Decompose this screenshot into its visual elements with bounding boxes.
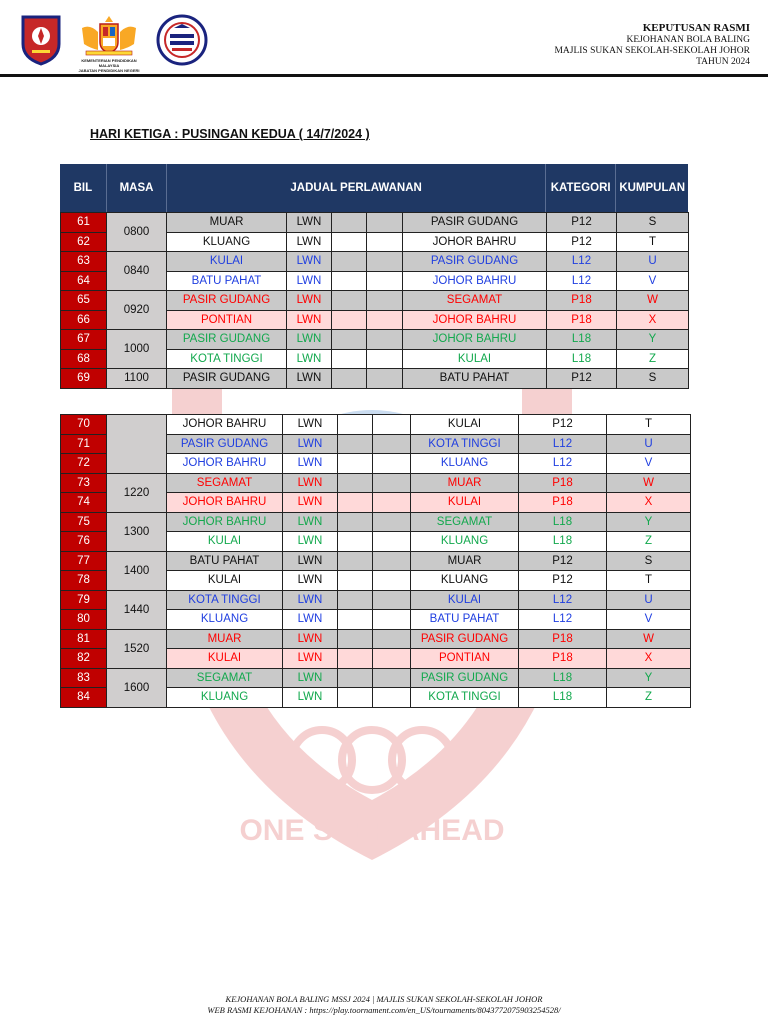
table-row bbox=[61, 330, 689, 350]
header-official-results: KEPUTUSAN RASMI bbox=[642, 22, 750, 34]
schedule-table-2 bbox=[60, 414, 690, 708]
home-team: KLUANG bbox=[167, 688, 283, 708]
home-team: PASIR GUDANG bbox=[167, 434, 283, 454]
spacer-cell bbox=[332, 349, 367, 369]
table-row bbox=[61, 551, 691, 571]
away-team: JOHOR BAHRU bbox=[403, 232, 547, 252]
schedule-table-1 bbox=[60, 164, 688, 389]
away-team: KOTA TINGGI bbox=[411, 688, 519, 708]
table-row bbox=[61, 252, 689, 272]
spacer-cell bbox=[338, 415, 373, 435]
home-team: KLUANG bbox=[167, 232, 287, 252]
category: L18 bbox=[519, 668, 607, 688]
spacer-cell bbox=[367, 310, 403, 330]
spacer-cell bbox=[373, 668, 411, 688]
group: X bbox=[607, 493, 691, 513]
category: P12 bbox=[519, 551, 607, 571]
away-team: KULAI bbox=[403, 349, 547, 369]
group: S bbox=[607, 551, 691, 571]
group: T bbox=[607, 415, 691, 435]
away-team: JOHOR BAHRU bbox=[403, 271, 547, 291]
home-team: KLUANG bbox=[167, 610, 283, 630]
home-team: PASIR GUDANG bbox=[167, 330, 287, 350]
home-team: BATU PAHAT bbox=[167, 551, 283, 571]
category: L18 bbox=[547, 330, 617, 350]
spacer-cell bbox=[373, 610, 411, 630]
header-championship: KEJOHANAN BOLA BALING bbox=[626, 35, 750, 45]
away-team: JOHOR BAHRU bbox=[403, 310, 547, 330]
table-header-row bbox=[60, 164, 688, 212]
table-row bbox=[61, 590, 691, 610]
match-time: 1520 bbox=[107, 629, 167, 668]
table-row bbox=[61, 369, 689, 389]
versus-label: LWN bbox=[287, 310, 332, 330]
away-team: KULAI bbox=[411, 493, 519, 513]
home-team: PASIR GUDANG bbox=[167, 291, 287, 311]
match-time: 0800 bbox=[107, 213, 167, 252]
category: L18 bbox=[519, 688, 607, 708]
col-masa-header: MASA bbox=[107, 164, 168, 212]
match-number: 63 bbox=[61, 252, 107, 272]
spacer-cell bbox=[373, 415, 411, 435]
versus-label: LWN bbox=[283, 551, 338, 571]
away-team: KLUANG bbox=[411, 571, 519, 591]
home-team: KULAI bbox=[167, 252, 287, 272]
spacer-cell bbox=[373, 532, 411, 552]
header-divider bbox=[0, 74, 768, 77]
crest-caption-1: KEMENTERIAN PENDIDIKAN MALAYSIA bbox=[81, 58, 137, 68]
versus-label: LWN bbox=[287, 369, 332, 389]
category: P18 bbox=[519, 649, 607, 669]
away-team: PASIR GUDANG bbox=[411, 629, 519, 649]
col-jadual-header: JADUAL PERLAWANAN bbox=[167, 164, 546, 212]
home-team: JOHOR BAHRU bbox=[167, 415, 283, 435]
away-team: JOHOR BAHRU bbox=[403, 330, 547, 350]
col-kumpulan-header: KUMPULAN bbox=[619, 182, 686, 194]
versus-label: LWN bbox=[283, 493, 338, 513]
match-number: 77 bbox=[61, 551, 107, 571]
match-number: 64 bbox=[61, 271, 107, 291]
category: L12 bbox=[519, 454, 607, 474]
spacer-cell bbox=[373, 551, 411, 571]
spacer-cell bbox=[338, 571, 373, 591]
spacer-cell bbox=[338, 668, 373, 688]
table-row bbox=[61, 213, 689, 233]
match-number: 80 bbox=[61, 610, 107, 630]
versus-label: LWN bbox=[287, 349, 332, 369]
match-number: 70 bbox=[61, 415, 107, 435]
away-team: PONTIAN bbox=[411, 649, 519, 669]
home-team: KULAI bbox=[167, 649, 283, 669]
away-team: PASIR GUDANG bbox=[403, 213, 547, 233]
away-team: SEGAMAT bbox=[411, 512, 519, 532]
home-team: PONTIAN bbox=[167, 310, 287, 330]
group: V bbox=[607, 454, 691, 474]
category: P12 bbox=[519, 571, 607, 591]
match-number: 73 bbox=[61, 473, 107, 493]
match-number: 67 bbox=[61, 330, 107, 350]
versus-label: LWN bbox=[283, 668, 338, 688]
category: P18 bbox=[519, 629, 607, 649]
category: L12 bbox=[547, 271, 617, 291]
category: L12 bbox=[547, 252, 617, 272]
match-number: 78 bbox=[61, 571, 107, 591]
crest-caption-2: JABATAN PENDIDIKAN NEGERI bbox=[78, 68, 140, 73]
home-team: JOHOR BAHRU bbox=[167, 493, 283, 513]
away-team: PASIR GUDANG bbox=[411, 668, 519, 688]
match-number: 83 bbox=[61, 668, 107, 688]
versus-label: LWN bbox=[283, 434, 338, 454]
header-council: MAJLIS SUKAN SEKOLAH-SEKOLAH JOHOR bbox=[554, 46, 750, 56]
ministry-crest-logo bbox=[72, 14, 146, 73]
category: L18 bbox=[519, 532, 607, 552]
match-time: 1100 bbox=[107, 369, 167, 389]
category: P12 bbox=[547, 232, 617, 252]
away-team: BATU PAHAT bbox=[411, 610, 519, 630]
mssj-shield-logo-icon bbox=[20, 14, 62, 66]
header-year: TAHUN 2024 bbox=[696, 57, 750, 67]
group: T bbox=[607, 571, 691, 591]
versus-label: LWN bbox=[283, 512, 338, 532]
coat-of-arms-icon bbox=[72, 14, 146, 56]
schedule-table-1-body bbox=[60, 212, 689, 389]
group: Z bbox=[617, 349, 689, 369]
spacer-cell bbox=[373, 434, 411, 454]
group: Z bbox=[607, 688, 691, 708]
spacer-cell bbox=[338, 688, 373, 708]
category: L12 bbox=[519, 590, 607, 610]
spacer-cell bbox=[373, 493, 411, 513]
logo-group bbox=[20, 14, 208, 73]
match-number: 71 bbox=[61, 434, 107, 454]
away-team: BATU PAHAT bbox=[403, 369, 547, 389]
group: S bbox=[617, 369, 689, 389]
group: W bbox=[607, 473, 691, 493]
away-team: KULAI bbox=[411, 415, 519, 435]
group: X bbox=[607, 649, 691, 669]
group: U bbox=[607, 590, 691, 610]
match-number: 74 bbox=[61, 493, 107, 513]
spacer-cell bbox=[367, 232, 403, 252]
away-team: SEGAMAT bbox=[403, 291, 547, 311]
johor-education-round-logo-icon bbox=[156, 14, 208, 66]
home-team: SEGAMAT bbox=[167, 473, 283, 493]
match-number: 65 bbox=[61, 291, 107, 311]
category: P18 bbox=[519, 473, 607, 493]
document-header bbox=[0, 0, 768, 78]
table-row bbox=[61, 512, 691, 532]
spacer-cell bbox=[332, 271, 367, 291]
footer-line-1: KEJOHANAN BOLA BALING MSSJ 2024 | MAJLIS SUKAN SEKOLAH-SEKOLAH JOHOR bbox=[225, 994, 543, 1004]
versus-label: LWN bbox=[287, 213, 332, 233]
home-team: MUAR bbox=[167, 629, 283, 649]
versus-label: LWN bbox=[283, 571, 338, 591]
spacer-cell bbox=[338, 473, 373, 493]
match-number: 66 bbox=[61, 310, 107, 330]
away-team: KLUANG bbox=[411, 532, 519, 552]
match-time: 1440 bbox=[107, 590, 167, 629]
away-team: KULAI bbox=[411, 590, 519, 610]
spacer-cell bbox=[338, 532, 373, 552]
versus-label: LWN bbox=[287, 291, 332, 311]
home-team: KOTA TINGGI bbox=[167, 590, 283, 610]
match-time: 1000 bbox=[107, 330, 167, 369]
table-row bbox=[61, 415, 691, 435]
home-team: KULAI bbox=[167, 571, 283, 591]
match-number: 69 bbox=[61, 369, 107, 389]
spacer-cell bbox=[373, 590, 411, 610]
category: L18 bbox=[519, 512, 607, 532]
home-team: PASIR GUDANG bbox=[167, 369, 287, 389]
away-team: MUAR bbox=[411, 473, 519, 493]
col-kategori-header: KATEGORI bbox=[546, 164, 617, 212]
home-team: JOHOR BAHRU bbox=[167, 512, 283, 532]
match-number: 79 bbox=[61, 590, 107, 610]
match-time: 0840 bbox=[107, 252, 167, 291]
home-team: KULAI bbox=[167, 532, 283, 552]
home-team: BATU PAHAT bbox=[167, 271, 287, 291]
away-team: PASIR GUDANG bbox=[403, 252, 547, 272]
header-text-block bbox=[554, 22, 750, 68]
match-number: 76 bbox=[61, 532, 107, 552]
spacer-cell bbox=[373, 571, 411, 591]
versus-label: LWN bbox=[283, 629, 338, 649]
versus-label: LWN bbox=[283, 649, 338, 669]
home-team: KOTA TINGGI bbox=[167, 349, 287, 369]
away-team: KLUANG bbox=[411, 454, 519, 474]
match-number: 68 bbox=[61, 349, 107, 369]
versus-label: LWN bbox=[287, 232, 332, 252]
group: W bbox=[607, 629, 691, 649]
category: P12 bbox=[547, 369, 617, 389]
group: Y bbox=[607, 512, 691, 532]
spacer-cell bbox=[338, 629, 373, 649]
versus-label: LWN bbox=[283, 473, 338, 493]
group: W bbox=[617, 291, 689, 311]
spacer-cell bbox=[338, 551, 373, 571]
spacer-cell bbox=[338, 512, 373, 532]
versus-label: LWN bbox=[287, 252, 332, 272]
category: L12 bbox=[519, 434, 607, 454]
group: Y bbox=[607, 668, 691, 688]
spacer-cell bbox=[338, 649, 373, 669]
versus-label: LWN bbox=[283, 688, 338, 708]
match-time: 1400 bbox=[107, 551, 167, 590]
footer-url: WEB RASMI KEJOHANAN : https://play.toornament.com/en_US/tournaments/8043772075903254528/ bbox=[207, 1005, 561, 1015]
spacer-cell bbox=[332, 213, 367, 233]
away-team: MUAR bbox=[411, 551, 519, 571]
spacer-cell bbox=[367, 369, 403, 389]
spacer-cell bbox=[367, 349, 403, 369]
spacer-cell bbox=[338, 434, 373, 454]
spacer-cell bbox=[338, 493, 373, 513]
home-team: JOHOR BAHRU bbox=[167, 454, 283, 474]
spacer-cell bbox=[367, 291, 403, 311]
spacer-cell bbox=[332, 369, 367, 389]
group: V bbox=[617, 271, 689, 291]
spacer-cell bbox=[373, 629, 411, 649]
match-number: 62 bbox=[61, 232, 107, 252]
category: L12 bbox=[519, 610, 607, 630]
spacer-cell bbox=[332, 310, 367, 330]
table-row bbox=[61, 668, 691, 688]
versus-label: LWN bbox=[283, 590, 338, 610]
spacer-cell bbox=[332, 252, 367, 272]
spacer-cell bbox=[367, 252, 403, 272]
match-number: 61 bbox=[61, 213, 107, 233]
spacer-cell bbox=[338, 454, 373, 474]
versus-label: LWN bbox=[283, 532, 338, 552]
spacer-cell bbox=[373, 454, 411, 474]
match-number: 84 bbox=[61, 688, 107, 708]
match-time: 1220 bbox=[107, 473, 167, 512]
table-row bbox=[61, 473, 691, 493]
match-number: 75 bbox=[61, 512, 107, 532]
category: P12 bbox=[519, 415, 607, 435]
spacer-cell bbox=[338, 610, 373, 630]
spacer-cell bbox=[332, 330, 367, 350]
group: X bbox=[617, 310, 689, 330]
group: Z bbox=[607, 532, 691, 552]
watermark-tagline: ONE STEP AHEAD bbox=[239, 814, 505, 847]
col-bil-header: BIL bbox=[60, 164, 107, 212]
document-footer bbox=[0, 994, 768, 1016]
group: Y bbox=[617, 330, 689, 350]
match-time: 1600 bbox=[107, 668, 167, 707]
category: P12 bbox=[547, 213, 617, 233]
category: L18 bbox=[547, 349, 617, 369]
match-number: 82 bbox=[61, 649, 107, 669]
versus-label: LWN bbox=[283, 415, 338, 435]
group: U bbox=[617, 252, 689, 272]
away-team: KOTA TINGGI bbox=[411, 434, 519, 454]
versus-label: LWN bbox=[287, 271, 332, 291]
spacer-cell bbox=[373, 512, 411, 532]
versus-label: LWN bbox=[283, 610, 338, 630]
versus-label: LWN bbox=[283, 454, 338, 474]
spacer-cell bbox=[373, 473, 411, 493]
home-team: MUAR bbox=[167, 213, 287, 233]
match-number: 81 bbox=[61, 629, 107, 649]
spacer-cell bbox=[367, 213, 403, 233]
spacer-cell bbox=[373, 649, 411, 669]
home-team: SEGAMAT bbox=[167, 668, 283, 688]
group: S bbox=[617, 213, 689, 233]
versus-label: LWN bbox=[287, 330, 332, 350]
table-row bbox=[61, 291, 689, 311]
group: T bbox=[617, 232, 689, 252]
category: P18 bbox=[547, 310, 617, 330]
spacer-cell bbox=[367, 330, 403, 350]
spacer-cell bbox=[332, 291, 367, 311]
match-time bbox=[107, 415, 167, 474]
category: P18 bbox=[519, 493, 607, 513]
group: U bbox=[607, 434, 691, 454]
group: V bbox=[607, 610, 691, 630]
spacer-cell bbox=[338, 590, 373, 610]
spacer-cell bbox=[367, 271, 403, 291]
match-time: 1300 bbox=[107, 512, 167, 551]
page-title: HARI KETIGA : PUSINGAN KEDUA ( 14/7/2024 ) bbox=[90, 127, 370, 141]
spacer-cell bbox=[332, 232, 367, 252]
category: P18 bbox=[547, 291, 617, 311]
match-time: 0920 bbox=[107, 291, 167, 330]
table-row bbox=[61, 629, 691, 649]
match-number: 72 bbox=[61, 454, 107, 474]
schedule-table-2-body bbox=[60, 414, 691, 708]
spacer-cell bbox=[373, 688, 411, 708]
